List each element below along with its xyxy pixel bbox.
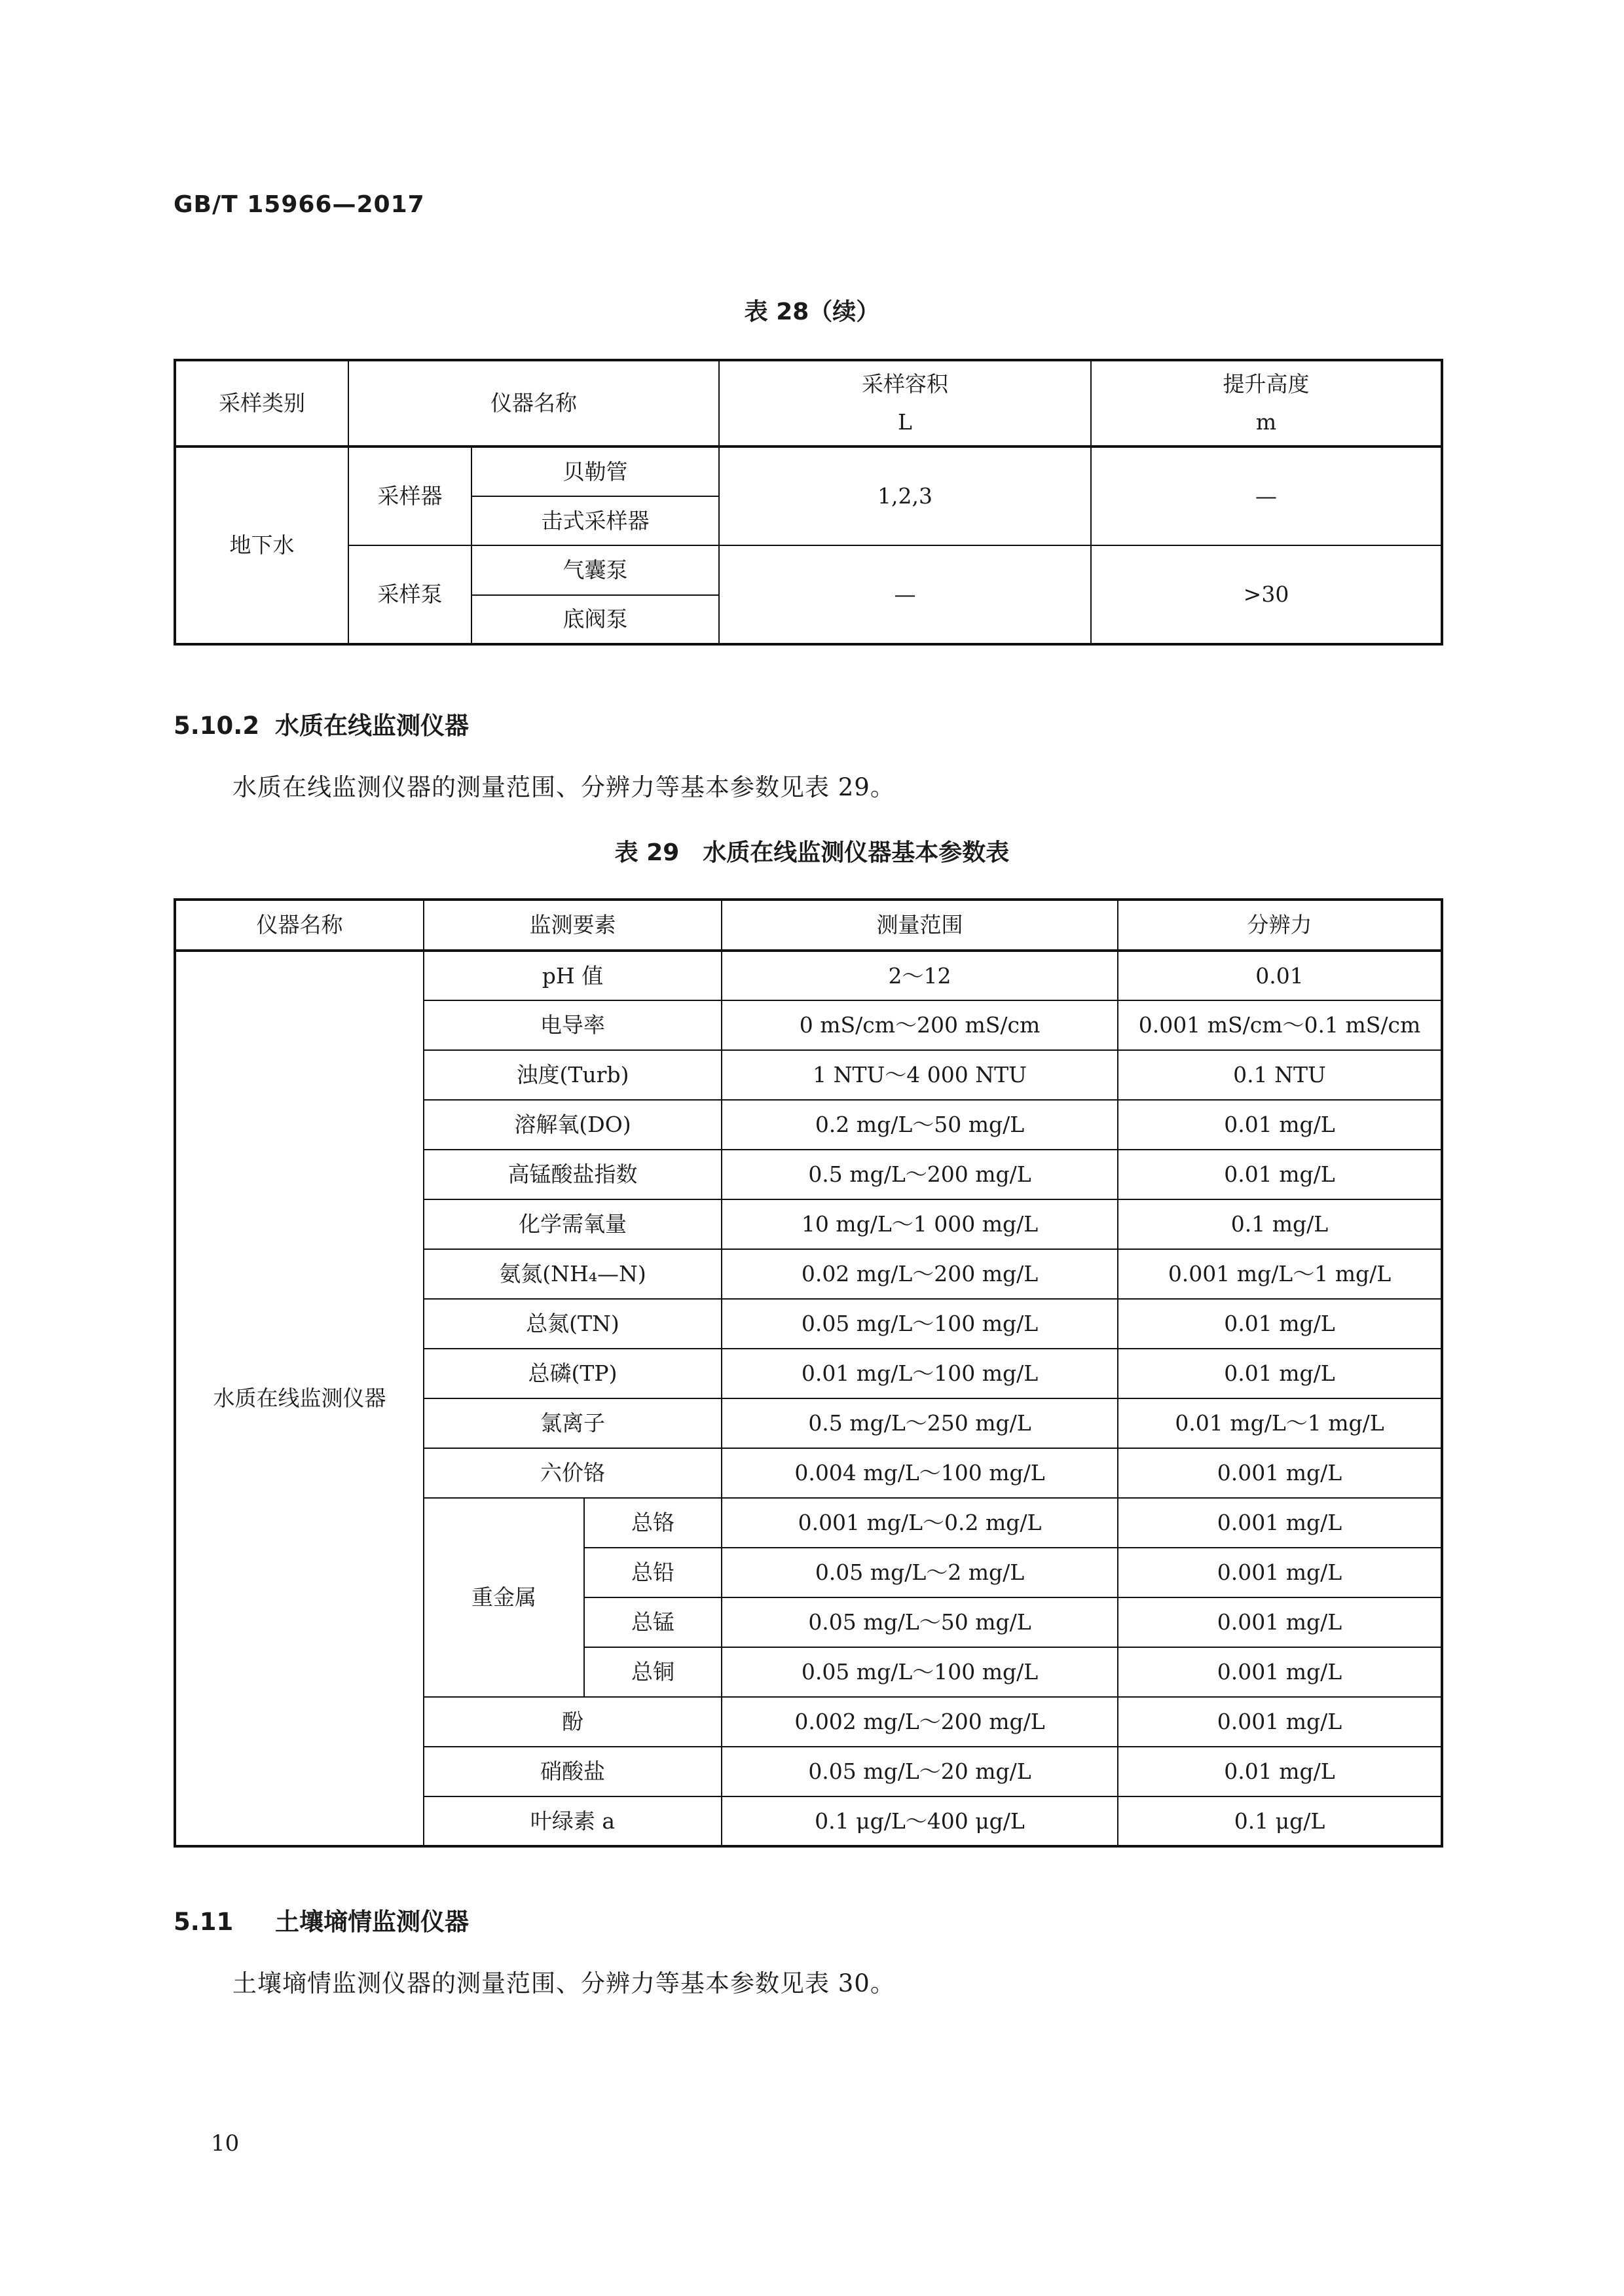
table29-element: 氨氮(NH₄—N)	[424, 1249, 722, 1299]
table29-range: 1 NTU～4 000 NTU	[722, 1050, 1118, 1100]
table29-range: 0.05 mg/L～100 mg/L	[722, 1299, 1118, 1349]
table28-item: 击式采样器	[471, 496, 719, 545]
table29-range: 0.004 mg/L～100 mg/L	[722, 1448, 1118, 1498]
table29-element: 酚	[424, 1697, 722, 1747]
table29-range: 0.002 mg/L～200 mg/L	[722, 1697, 1118, 1747]
table29-heavy-metal-element: 总锰	[584, 1597, 722, 1647]
table29-instrument-cell: 水质在线监测仪器	[175, 951, 424, 1846]
table28-item: 底阀泵	[471, 595, 719, 644]
section-5-10-2-heading: 5.10.2 水质在线监测仪器	[174, 712, 469, 740]
page-number: 10	[211, 2130, 240, 2157]
table29-heavy-metal-group: 重金属	[424, 1498, 584, 1697]
table28-category-cell: 地下水	[175, 446, 348, 644]
table29-resolution: 0.1 μg/L	[1118, 1796, 1442, 1846]
table29-heavy-metal-element: 总铅	[584, 1548, 722, 1597]
table29-element: 电导率	[424, 1000, 722, 1050]
table29-range: 0.05 mg/L～2 mg/L	[722, 1548, 1118, 1597]
section-5-10-2-paragraph: 水质在线监测仪器的测量范围、分辨力等基本参数见表 29。	[232, 773, 895, 801]
table28-header-category: 采样类别	[175, 360, 348, 446]
table29-range: 0.05 mg/L～100 mg/L	[722, 1647, 1118, 1697]
table28-height: —	[1091, 446, 1442, 545]
table29-range: 0.01 mg/L～100 mg/L	[722, 1349, 1118, 1398]
table29-element: 总氮(TN)	[424, 1299, 722, 1349]
table29-resolution: 0.01 mg/L	[1118, 1150, 1442, 1199]
table29-element: 六价铬	[424, 1448, 722, 1498]
table28-item: 气囊泵	[471, 545, 719, 595]
table29-element: 化学需氧量	[424, 1199, 722, 1249]
table29-range: 0.05 mg/L～50 mg/L	[722, 1597, 1118, 1647]
table29-resolution: 0.001 mg/L～1 mg/L	[1118, 1249, 1442, 1299]
table29-range: 0.05 mg/L～20 mg/L	[722, 1747, 1118, 1796]
table29-range: 2～12	[722, 951, 1118, 1000]
table28-group-name: 采样器	[348, 446, 471, 545]
table29-range: 0.1 μg/L～400 μg/L	[722, 1796, 1118, 1846]
table29-range: 0.02 mg/L～200 mg/L	[722, 1249, 1118, 1299]
table29-resolution: 0.01 mg/L	[1118, 1299, 1442, 1349]
table29-range: 0.5 mg/L～250 mg/L	[722, 1398, 1118, 1448]
table-29	[174, 898, 1443, 1848]
table29-range: 0 mS/cm～200 mS/cm	[722, 1000, 1118, 1050]
table29-element: pH 值	[424, 951, 722, 1000]
table29-resolution: 0.01 mg/L	[1118, 1100, 1442, 1150]
table29-element: 总磷(TP)	[424, 1349, 722, 1398]
table29-resolution: 0.001 mg/L	[1118, 1548, 1442, 1597]
table28-volume: 1,2,3	[719, 446, 1091, 545]
table29-resolution: 0.001 mg/L	[1118, 1697, 1442, 1747]
table28-height: >30	[1091, 545, 1442, 644]
table28-volume: —	[719, 545, 1091, 644]
table29-resolution: 0.001 mg/L	[1118, 1448, 1442, 1498]
table29-element: 浊度(Turb)	[424, 1050, 722, 1100]
table29-range: 0.001 mg/L～0.2 mg/L	[722, 1498, 1118, 1548]
table29-heavy-metal-element: 总铜	[584, 1647, 722, 1697]
table29-resolution: 0.001 mg/L	[1118, 1597, 1442, 1647]
table29-element: 叶绿素 a	[424, 1796, 722, 1846]
table29-header-element: 监测要素	[424, 900, 722, 951]
table29-header-instrument: 仪器名称	[175, 900, 424, 951]
table28-header-height: 提升高度 m	[1091, 360, 1442, 446]
table28-item: 贝勒管	[471, 446, 719, 496]
table29-resolution: 0.001 mg/L	[1118, 1647, 1442, 1697]
table29-header-resolution: 分辨力	[1118, 900, 1442, 951]
table29-range: 10 mg/L～1 000 mg/L	[722, 1199, 1118, 1249]
table28-header-instrument: 仪器名称	[348, 360, 719, 446]
table29-element: 氯离子	[424, 1398, 722, 1448]
table29-range: 0.5 mg/L～200 mg/L	[722, 1150, 1118, 1199]
table29-range: 0.2 mg/L～50 mg/L	[722, 1100, 1118, 1150]
table29-caption: 表 29 水质在线监测仪器基本参数表	[614, 839, 1010, 866]
table29-resolution: 0.001 mg/L	[1118, 1498, 1442, 1548]
table29-resolution: 0.01 mg/L	[1118, 1747, 1442, 1796]
table29-resolution: 0.01 mg/L	[1118, 1349, 1442, 1398]
table29-resolution: 0.01 mg/L～1 mg/L	[1118, 1398, 1442, 1448]
table29-element: 硝酸盐	[424, 1747, 722, 1796]
section-5-11-paragraph: 土壤墒情监测仪器的测量范围、分辨力等基本参数见表 30。	[232, 1969, 895, 1997]
document-code: GB/T 15966—2017	[174, 191, 425, 218]
table29-resolution: 0.001 mS/cm～0.1 mS/cm	[1118, 1000, 1442, 1050]
table29-element: 高锰酸盐指数	[424, 1150, 722, 1199]
table28-header-volume: 采样容积 L	[719, 360, 1091, 446]
table29-header-range: 测量范围	[722, 900, 1118, 951]
table29-heavy-metal-element: 总铬	[584, 1498, 722, 1548]
table29-resolution: 0.1 NTU	[1118, 1050, 1442, 1100]
table29-resolution: 0.1 mg/L	[1118, 1199, 1442, 1249]
table28-caption: 表 28（续）	[744, 299, 880, 325]
table29-resolution: 0.01	[1118, 951, 1442, 1000]
table-28	[174, 359, 1443, 646]
table29-element: 溶解氧(DO)	[424, 1100, 722, 1150]
section-5-11-heading: 5.11 土壤墒情监测仪器	[174, 1908, 469, 1936]
table28-group-name: 采样泵	[348, 545, 471, 644]
